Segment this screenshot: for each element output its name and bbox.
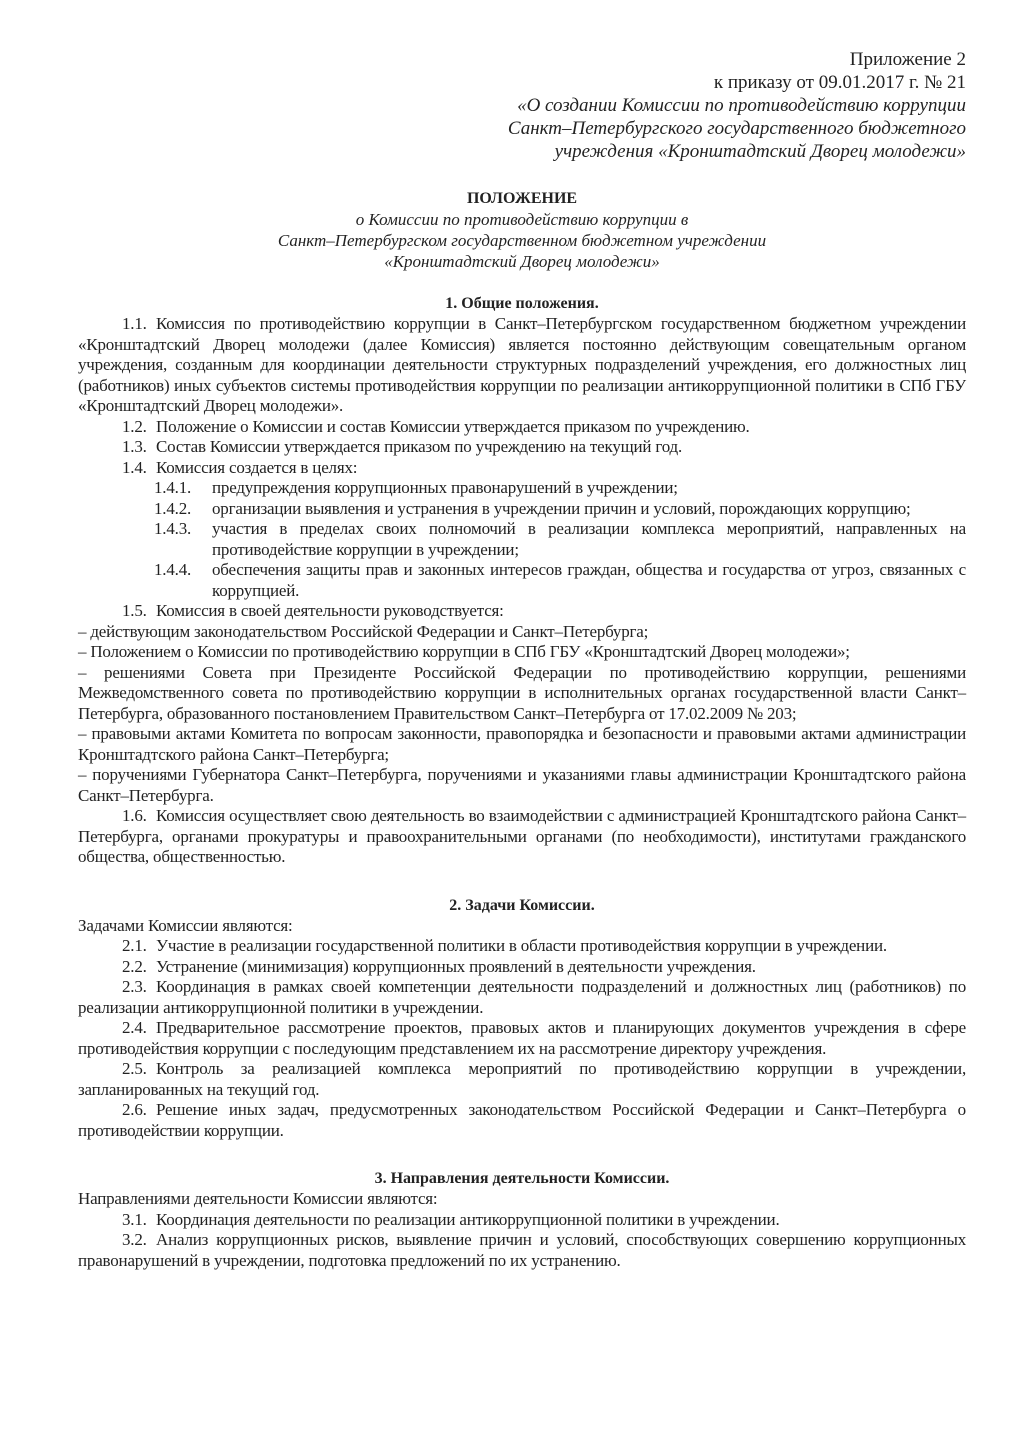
clause-number: 2.2.	[122, 956, 147, 976]
clause	[78, 458, 966, 479]
clause-number: 1.1.	[122, 314, 147, 333]
order-title-line: «О создании Комиссии по противодействию коррупции	[517, 95, 966, 116]
subtitle-line: «Кронштадтский Дворец молодежи»	[384, 252, 660, 271]
clause-text: Комиссия по противодействию коррупции в Санкт–Петербургском государственном бюджетном учреждении «Кронштадтский Дворец молодежи (далее Комиссия) является постоянно действующим совещательным органом учреждения, созданным для координации деятельности структурных подразделений учреждения, его должностных лиц (работников) иных субъектов системы противодействия коррупции по реализации антикоррупционной политики в СПб ГБУ «Кронштадтский Дворец молодежи».	[78, 314, 966, 415]
clause-number: 1.4.2.	[154, 498, 192, 518]
section-3-body	[78, 1189, 966, 1271]
clause-text: Решение иных задач, предусмотренных законодательством Российской Федерации и Санкт–Петербурга о противодействии коррупции.	[78, 1100, 966, 1140]
clause-number: 2.3.	[122, 977, 147, 996]
clause-text: Состав Комиссии утверждается приказом по учреждению на текущий год.	[156, 437, 683, 456]
section-2-body	[78, 916, 966, 1142]
clause-number: 2.6.	[122, 1100, 147, 1119]
section-heading: 2. Задачи Комиссии.	[449, 896, 595, 914]
clause-text: Комиссия осуществляет свою деятельность во взаимодействии с администрацией Кронштадтского района Санкт–Петербурга, органами прокуратуры и правоохранительными органами (по необходимости), институтами гражданского общества, общественностью.	[78, 806, 966, 866]
clause-text: Устранение (минимизация) коррупционных проявлений в деятельности учреждения.	[156, 956, 756, 976]
section-intro: Задачами Комиссии являются:	[78, 915, 293, 935]
clause-text: Предварительное рассмотрение проектов, правовых актов и планирующих документов учреждения в сфере противодействия коррупции с последующим представлением их на рассмотрение директору учреждения.	[78, 1018, 966, 1058]
clause-text: предупреждения коррупционных правонарушений в учреждении;	[212, 478, 678, 497]
subclause	[78, 478, 966, 499]
clause-text: Контроль за реализацией комплекса мероприятий по противодействию коррупции в учреждении, запланированных на текущий год.	[78, 1059, 966, 1099]
order-reference: к приказу от 09.01.2017 г. № 21	[713, 72, 966, 93]
clause	[78, 1100, 966, 1141]
clause-text: Координация в рамках своей компетенции деятельности подразделений и должностных лиц (работников) по реализации антикоррупционной политики в учреждении.	[78, 977, 966, 1017]
clause-number: 1.4.1.	[154, 478, 192, 497]
document-title: ПОЛОЖЕНИЕ	[466, 190, 578, 207]
section-intro: Направлениями деятельности Комиссии являются:	[78, 1189, 438, 1208]
subclause	[78, 499, 966, 520]
clause-text: организации выявления и устранения в учреждении причин и условий, порождающих коррупцию;	[212, 498, 911, 518]
clause-text: Положение о Комиссии и состав Комиссии утверждается приказом по учреждению.	[156, 416, 750, 436]
list-item: – поручениями Губернатора Санкт–Петербурга, поручениями и указаниями главы администрации Кронштадтского района Санкт–Петербурга.	[78, 765, 966, 805]
clause	[78, 1059, 966, 1100]
subtitle-line: Санкт–Петербургском государственном бюджетном учреждении	[277, 231, 767, 250]
clause	[78, 1018, 966, 1059]
document-page	[78, 48, 966, 1271]
subclause	[78, 560, 966, 601]
clause-text: Комиссия в своей деятельности руководствуется:	[156, 601, 504, 620]
document-subtitle	[78, 209, 966, 272]
section-heading: 1. Общие положения.	[445, 295, 599, 312]
order-title-line: учреждения «Кронштадтский Дворец молодежи»	[554, 141, 966, 162]
clause-text: Анализ коррупционных рисков, выявление причин и условий, способствующих совершению коррупционных правонарушений в учреждении, подготовка предложений по их устранению.	[78, 1230, 966, 1270]
order-title-line: Санкт–Петербургского государственного бюджетного	[507, 118, 966, 139]
clause-number: 1.4.	[122, 457, 147, 477]
clause	[78, 977, 966, 1018]
clause	[78, 601, 966, 622]
clause	[78, 1210, 966, 1231]
clause	[78, 936, 966, 957]
list-item: – правовыми актами Комитета по вопросам законности, правопорядка и безопасности и правовыми актами администрации Кронштадтского района Санкт–Петербурга;	[78, 724, 966, 764]
document-header	[78, 48, 966, 163]
clause-text: Участие в реализации государственной политики в области противодействия коррупции в учреждении.	[156, 936, 887, 955]
clause-number: 2.1.	[122, 936, 147, 955]
clause-number: 1.3.	[122, 437, 147, 456]
clause	[78, 806, 966, 868]
clause-text: Координация деятельности по реализации антикоррупционной политики в учреждении.	[156, 1209, 780, 1229]
clause-number: 3.2.	[122, 1230, 147, 1249]
clause-number: 1.5.	[122, 601, 147, 620]
clause-number: 1.4.3.	[154, 519, 192, 538]
list-item: – действующим законодательством Российской Федерации и Санкт–Петербурга;	[78, 621, 649, 641]
list-item: – решениями Совета при Президенте Российской Федерации по противодействию коррупции, решениями Межведомственного совета по противодействию коррупции в исполнительных органах государственной власти Санкт–Петербурга, образованного постановлением Правительством Санкт–Петербурга от 17.02.2009 № 203;	[78, 662, 966, 723]
clause-number: 2.5.	[122, 1059, 147, 1078]
section-1-body	[78, 314, 966, 868]
clause-number: 1.4.4.	[154, 560, 192, 579]
clause	[78, 314, 966, 417]
clause-text: участия в пределах своих полномочий в реализации комплекса мероприятий, направленных на противодействие коррупции в учреждении;	[212, 519, 966, 559]
clause-number: 1.2.	[122, 416, 147, 436]
clause-number: 3.1.	[122, 1209, 147, 1229]
appendix-label: Приложение 2	[849, 49, 966, 70]
clause-text: Комиссия создается в целях:	[156, 457, 358, 477]
subtitle-line: о Комиссии по противодействию коррупции в	[355, 210, 689, 229]
clause-text: обеспечения защиты прав и законных интересов граждан, общества и государства от угроз, связанных с коррупцией.	[212, 560, 966, 600]
clause	[78, 1230, 966, 1271]
section-heading: 3. Направления деятельности Комиссии.	[374, 1170, 670, 1187]
clause-number: 1.6.	[122, 806, 147, 825]
clause-number: 2.4.	[122, 1018, 147, 1037]
clause	[78, 957, 966, 978]
clause	[78, 437, 966, 458]
list-item: – Положением о Комиссии по противодействию коррупции в СПб ГБУ «Кронштадтский Дворец молодежи»;	[78, 642, 850, 661]
clause	[78, 417, 966, 438]
subclause	[78, 519, 966, 560]
